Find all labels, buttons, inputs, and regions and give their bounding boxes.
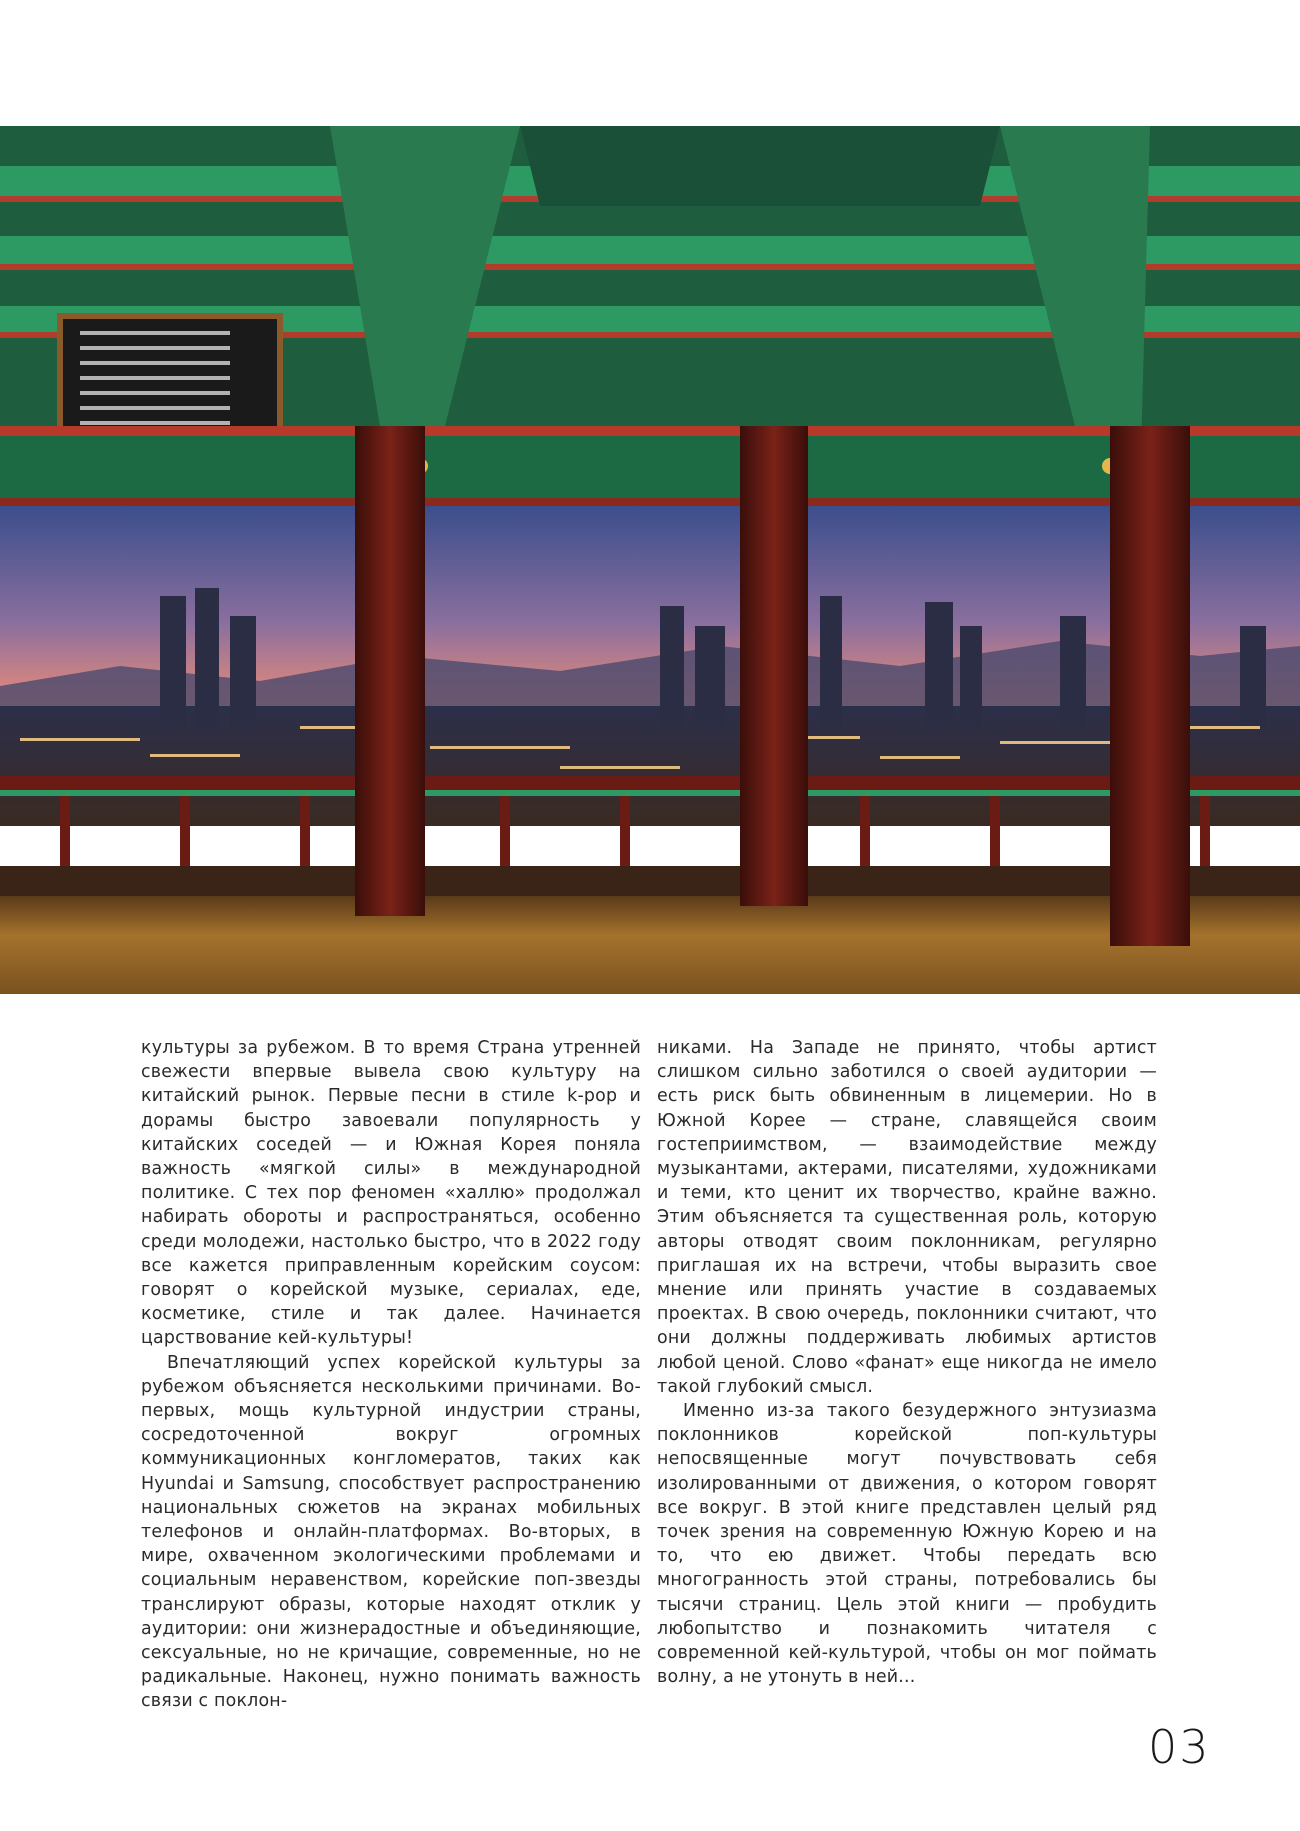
article-column-right: [657, 1036, 1157, 1689]
paragraph: Впечатляющий успех корейской культуры за рубежом объясняется несколькими причинами. Во-первых, мощь культурной индустрии страны, сосредоточенной вокруг огромных коммуникационных конгломератов, таких как Hyundai и Samsung, способствует распространению национальных сюжетов на экранах мобильных телефонов и онлайн-платформах. Во-вторых, в мире, охваченном экологическими проблемами и социальным неравенством, корейские поп-звезды транслируют образы, которые находят отклик у аудитории: они жизнерадостные и объединяющие, сексуальные, но не кричащие, современные, но не радикальные. Наконец, нужно понимать важность связи с поклон-: [141, 1352, 641, 1712]
pavilion-city-photo: [0, 126, 1300, 994]
page-number: 03: [1148, 1720, 1211, 1774]
paragraph: культуры за рубежом. В то время Страна утренней свежести впервые вывела свою культуру на китайский рынок. Первые песни в стиле k-pop и дорамы быстро завоевали популярность у китайских соседей — и Южная Корея поняла важность «мягкой силы» в международной политике. С тех пор феномен «халлю» продолжал набирать обороты и распространяться, особенно среди молодежи, настолько быстро, что в 2022 году все кажется приправленным корейским соусом: говорят о корейской музыке, сериалах, еде, косметике, стиле и так далее. Начинается царствование кей-культуры!: [141, 1038, 641, 1349]
article-column-left: [141, 1036, 641, 1714]
paragraph: Именно из-за такого безудержного энтузиазма поклонников корейской поп-культуры непосвященные могут почувствовать себя изолированными от движения, о котором говорят все вокруг. В этой книге представлен целый ряд точек зрения на современную Южную Корею и на то, что ею движет. Чтобы передать всю многогранность этой страны, потребовались бы тысячи страниц. Цель этой книги — пробудить любопытство и познакомить читателя с современной кей-культурой, чтобы он мог поймать волну, а не утонуть в ней...: [657, 1401, 1157, 1688]
paragraph: никами. На Западе не принято, чтобы артист слишком сильно заботился о своей аудитории — есть риск быть обвиненным в лицемерии. Но в Южной Корее — стране, славящейся своим гостеприимством, — взаимодействие между музыкантами, актерами, писателями, художниками и теми, кто ценит их творчество, крайне важно. Этим объясняется та существенная роль, которую авторы отводят своим поклонникам, регулярно приглашая их на встречи, чтобы выразить свое мнение или принять участие в создаваемых проектах. В свою очередь, поклонники считают, что они должны поддерживать любимых артистов любой ценой. Слово «фанат» еще никогда не имело такой глубокий смысл.: [657, 1038, 1157, 1397]
